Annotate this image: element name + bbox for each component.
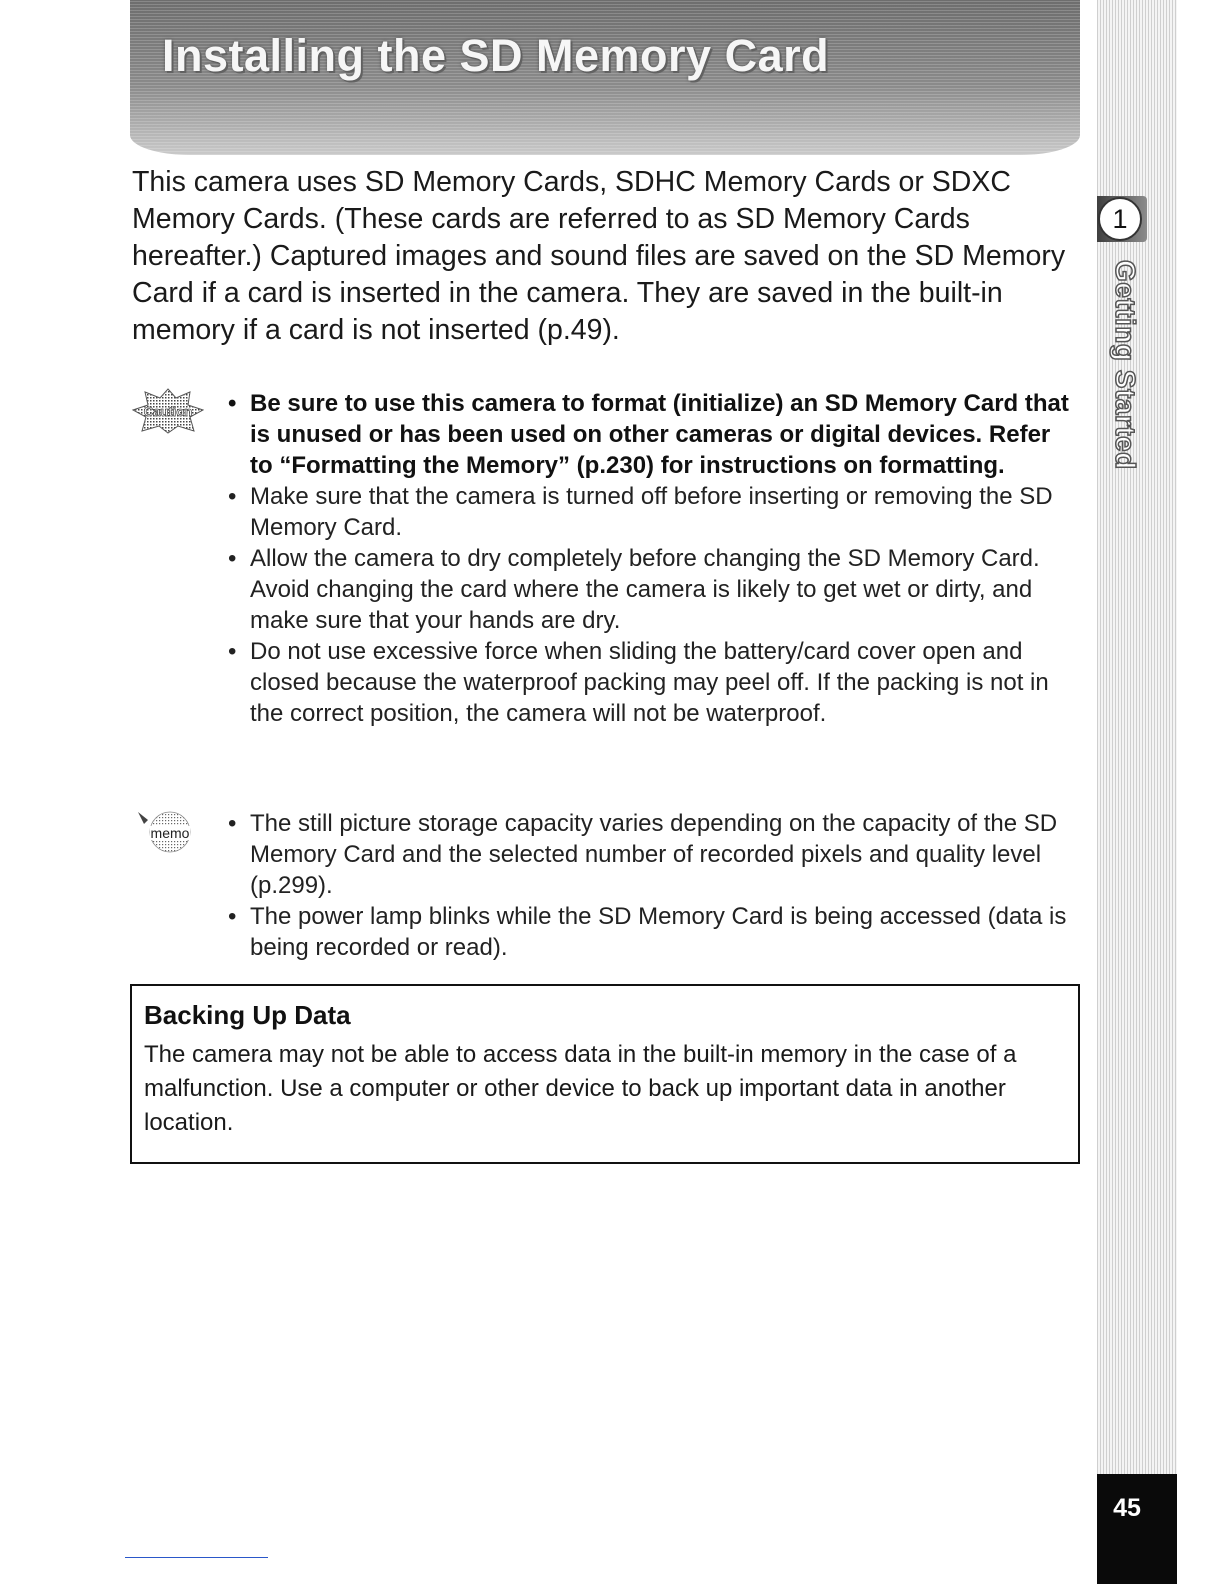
chapter-title xyxy=(1104,260,1144,490)
caution-icon xyxy=(132,388,204,434)
title-banner xyxy=(130,0,1080,155)
backup-text: The camera may not be able to access data in the built-in memory in the case of a malfunction. Use a computer or other device to back up important data in another location. xyxy=(144,1041,1017,1136)
memo-icon xyxy=(132,808,204,854)
backup-title: Backing Up Data xyxy=(144,1000,351,1030)
chapter-number: 1 xyxy=(1098,197,1142,241)
backup-box xyxy=(130,984,1080,1164)
chapter-title-text: Getting Started xyxy=(1110,260,1141,470)
svg-text:memo: memo xyxy=(150,825,190,841)
caution-item: • Be sure to use this camera to format (initialize) an SD Memory Card that is unused or has been used on other cameras or digital devices. Refer to “Formatting the Memory” (p.230) for instructions on formatting. xyxy=(225,388,1075,481)
memo-list xyxy=(225,808,1075,963)
footer-line xyxy=(125,1557,268,1558)
svg-text:Caution: Caution xyxy=(143,404,193,419)
caution-item: • Do not use excessive force when sliding the battery/card cover open and closed because the waterproof packing may peel off. If the packing is not in the correct position, the camera will not be waterproof. xyxy=(225,636,1075,729)
caution-item: • Make sure that the camera is turned off before inserting or removing the SD Memory Card. xyxy=(225,481,1075,543)
memo-item: • The power lamp blinks while the SD Memory Card is being accessed (data is being recorded or read). xyxy=(225,901,1075,963)
memo-item: • The still picture storage capacity varies depending on the capacity of the SD Memory Card and the selected number of recorded pixels and quality level (p.299). xyxy=(225,808,1075,901)
caution-item: • Allow the camera to dry completely before changing the SD Memory Card. Avoid changing the card where the camera is likely to get wet or dirty, and make sure that your hands are dry. xyxy=(225,543,1075,636)
caution-list xyxy=(225,388,1075,729)
page-number: 45 xyxy=(1113,1494,1141,1522)
page-title: Installing the SD Memory Card xyxy=(162,30,830,81)
intro-paragraph: This camera uses SD Memory Cards, SDHC Memory Cards or SDXC Memory Cards. (These cards are referred to as SD Memory Cards hereafter.) Captured images and sound files are saved on the SD Memory Card if a card is inserted in the camera. They are saved in the built-in memory if a card is not inserted (p.49). xyxy=(132,166,1066,346)
page-number-box xyxy=(1097,1474,1177,1584)
